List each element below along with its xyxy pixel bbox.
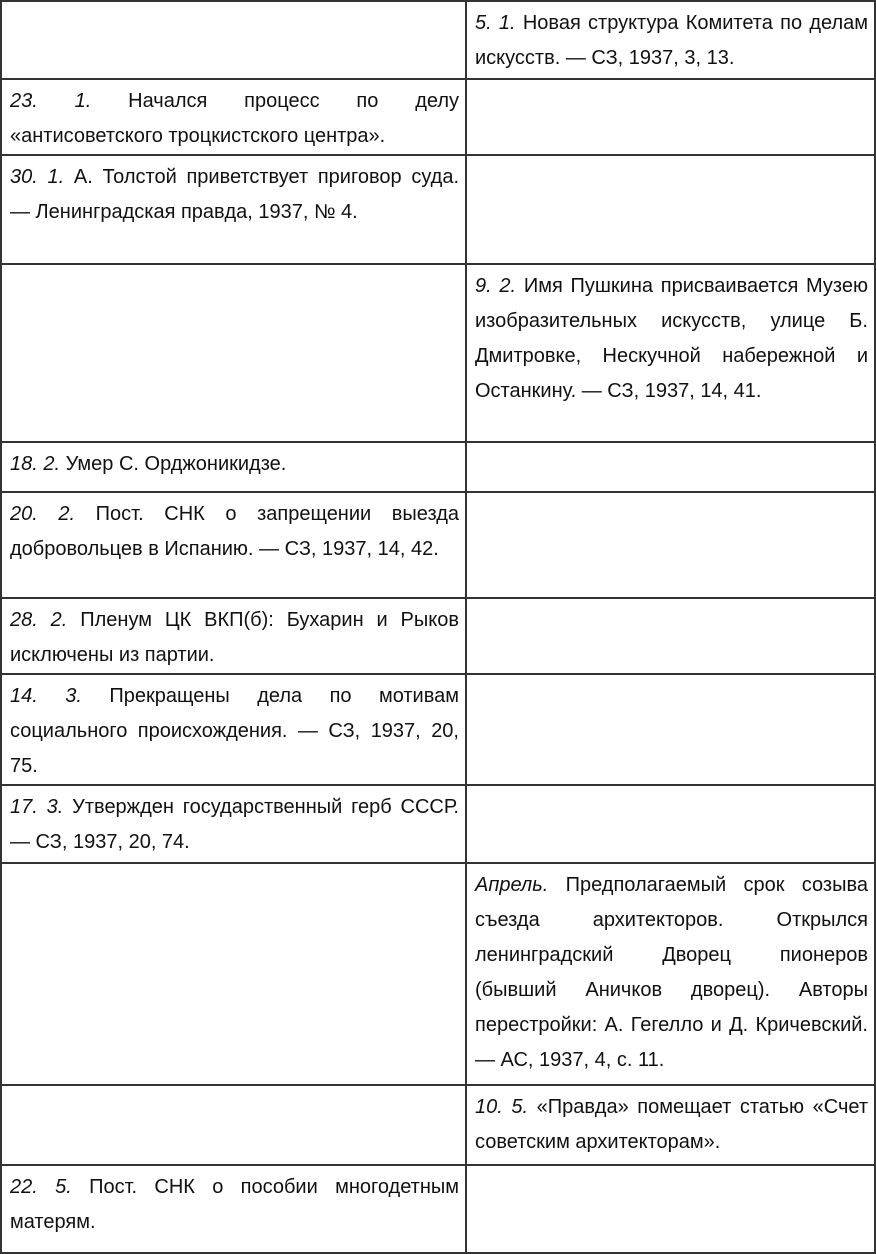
right-column-cell	[466, 1085, 875, 1165]
entry-text: «Правда» помещает статью «Счет советским архитекторам».	[475, 1096, 869, 1153]
right-column-cell	[466, 863, 875, 1085]
entry-date: 10. 5.	[475, 1096, 529, 1118]
table-row	[1, 155, 875, 264]
entry-date: 20. 2.	[10, 503, 76, 525]
entry-text: Имя Пушкина присваивается Музею изобразительных искусств, улице Б. Дмитровке, Нескучной набережной и Останкину. — СЗ, 1937, 14, 41.	[475, 275, 868, 402]
left-column-cell	[1, 264, 466, 442]
entry-date: 18. 2.	[10, 453, 61, 475]
entry-text: Пост. СНК о запрещении выезда добровольцев в Испанию. — СЗ, 1937, 14, 42.	[10, 503, 459, 560]
right-column-cell	[466, 442, 875, 492]
table-row	[1, 1, 875, 79]
left-column-cell	[1, 1165, 466, 1253]
right-column-cell	[466, 492, 875, 598]
entry-date: 22. 5.	[10, 1176, 72, 1198]
left-column-cell	[1, 1085, 466, 1165]
table-row	[1, 598, 875, 674]
table-row	[1, 863, 875, 1085]
entry-text: Предполагаемый срок созыва съезда архитекторов. Открылся ленинградский Дворец пионеров (бывший Аничков дворец). Авторы перестройки: А. Гегелло и Д. Кричевский. — АС, 1937, 4, с. 11.	[475, 874, 868, 1071]
table-row	[1, 442, 875, 492]
entry-date: Апрель.	[475, 874, 549, 896]
left-column-cell	[1, 79, 466, 155]
left-column-cell	[1, 598, 466, 674]
entry-text: Утвержден государственный герб СССР. — СЗ, 1937, 20, 74.	[10, 796, 459, 853]
entry-date: 5. 1.	[475, 12, 516, 34]
table-row	[1, 1085, 875, 1165]
entry-date: 30. 1.	[10, 166, 65, 188]
table-row	[1, 79, 875, 155]
entry-text: Пост. СНК о пособии многодетным матерям.	[10, 1176, 459, 1233]
right-column-cell	[466, 674, 875, 785]
entry-date: 17. 3.	[10, 796, 64, 818]
right-column-cell	[466, 1165, 875, 1253]
table-row	[1, 1165, 875, 1253]
right-column-cell	[466, 79, 875, 155]
left-column-cell	[1, 492, 466, 598]
left-column-cell	[1, 785, 466, 863]
entry-date: 9. 2.	[475, 275, 517, 297]
entry-text: Прекращены дела по мотивам социального происхождения. — СЗ, 1937, 20, 75.	[10, 685, 460, 777]
left-column-cell	[1, 1, 466, 79]
right-column-cell	[466, 264, 875, 442]
entry-text: Начался процесс по делу «антисоветского троцкистского центра».	[10, 90, 460, 147]
entry-date: 23. 1.	[10, 90, 92, 112]
right-column-cell	[466, 598, 875, 674]
table-row	[1, 492, 875, 598]
entry-date: 14. 3.	[10, 685, 82, 707]
right-column-cell	[466, 785, 875, 863]
entry-text: А. Толстой приветствует приговор суда. — Ленинградская правда, 1937, № 4.	[10, 166, 459, 223]
table-row	[1, 785, 875, 863]
entry-text: Умер С. Орджоникидзе.	[60, 453, 287, 475]
right-column-cell	[466, 155, 875, 264]
left-column-cell	[1, 442, 466, 492]
table-row	[1, 674, 875, 785]
right-column-cell	[466, 1, 875, 79]
table-row	[1, 264, 875, 442]
left-column-cell	[1, 674, 466, 785]
entry-text: Новая структура Комитета по делам искусств. — СЗ, 1937, 3, 13.	[475, 12, 868, 69]
left-column-cell	[1, 155, 466, 264]
left-column-cell	[1, 863, 466, 1085]
entry-text: Пленум ЦК ВКП(б): Бухарин и Рыков исключены из партии.	[10, 609, 459, 666]
entry-date: 28. 2.	[10, 609, 68, 631]
